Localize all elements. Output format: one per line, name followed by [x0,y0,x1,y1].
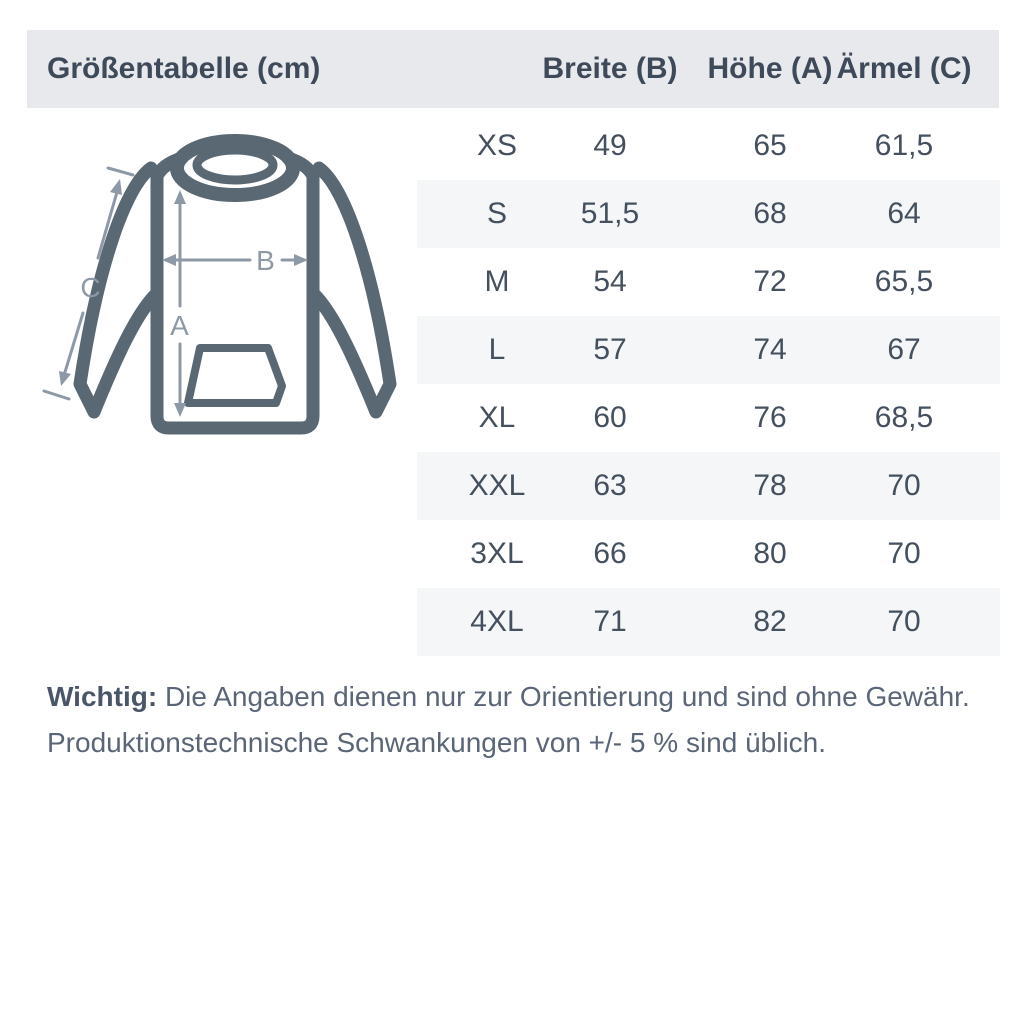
hoodie-measurement-diagram [30,120,430,450]
table-row [417,452,1000,520]
aermel-value-cell: 67 [887,333,921,366]
dimension-label-a: A [170,310,190,341]
aermel-value-cell: 65,5 [874,265,934,298]
aermel-value-cell: 68,5 [874,401,934,434]
column-header-hoehe: Höhe (A) [707,52,833,85]
table-row [417,384,1000,452]
breite-value-cell: 63 [593,469,627,502]
table-title: Größentabelle (cm) [47,52,321,85]
hoodie-outline-icon [80,141,390,428]
column-header-breite: Breite (B) [542,52,678,85]
disclaimer-note [47,674,977,766]
breite-value-cell: 60 [593,401,627,434]
aermel-value-cell: 64 [887,197,921,230]
disclaimer-line-1 [47,674,977,720]
disclaimer-text-1: Die Angaben dienen nur zur Orientierung und sind ohne Gewähr. [164,681,970,712]
table-row [417,112,1000,180]
size-cell: M [484,265,510,298]
table-row [417,588,1000,656]
size-cell: 4XL [470,605,524,638]
breite-value-cell: 71 [593,605,627,638]
dimension-label-b: B [256,245,276,276]
column-header-aermel: Ärmel (C) [836,52,972,85]
header-bar [27,30,999,108]
table-row [417,248,1000,316]
disclaimer-line-2: Produktionstechnische Schwankungen von +/- 5 % sind üblich. [47,727,827,758]
size-cell: 3XL [470,537,524,570]
aermel-value-cell: 70 [887,469,921,502]
breite-value-cell: 54 [593,265,627,298]
hoehe-value-cell: 76 [753,401,787,434]
table-row [417,180,1000,248]
hoehe-value-cell: 72 [753,265,787,298]
aermel-value-cell: 61,5 [874,129,934,162]
breite-value-cell: 66 [593,537,627,570]
size-cell: S [486,197,508,230]
size-table [417,112,1000,656]
table-row [417,520,1000,588]
size-cell: XL [478,401,516,434]
hoehe-value-cell: 65 [753,129,787,162]
disclaimer-bold-label: Wichtig: [47,681,158,712]
table-row [417,316,1000,384]
hoehe-value-cell: 82 [753,605,787,638]
dimension-label-c: C [80,272,102,303]
breite-value-cell: 51,5 [580,197,640,230]
size-cell: XXL [468,469,526,502]
hoehe-value-cell: 68 [753,197,787,230]
aermel-value-cell: 70 [887,537,921,570]
breite-value-cell: 57 [593,333,627,366]
hoehe-value-cell: 78 [753,469,787,502]
hoehe-value-cell: 74 [753,333,787,366]
size-cell: XS [476,129,518,162]
breite-value-cell: 49 [593,129,627,162]
aermel-value-cell: 70 [887,605,921,638]
size-cell: L [488,333,506,366]
hoehe-value-cell: 80 [753,537,787,570]
